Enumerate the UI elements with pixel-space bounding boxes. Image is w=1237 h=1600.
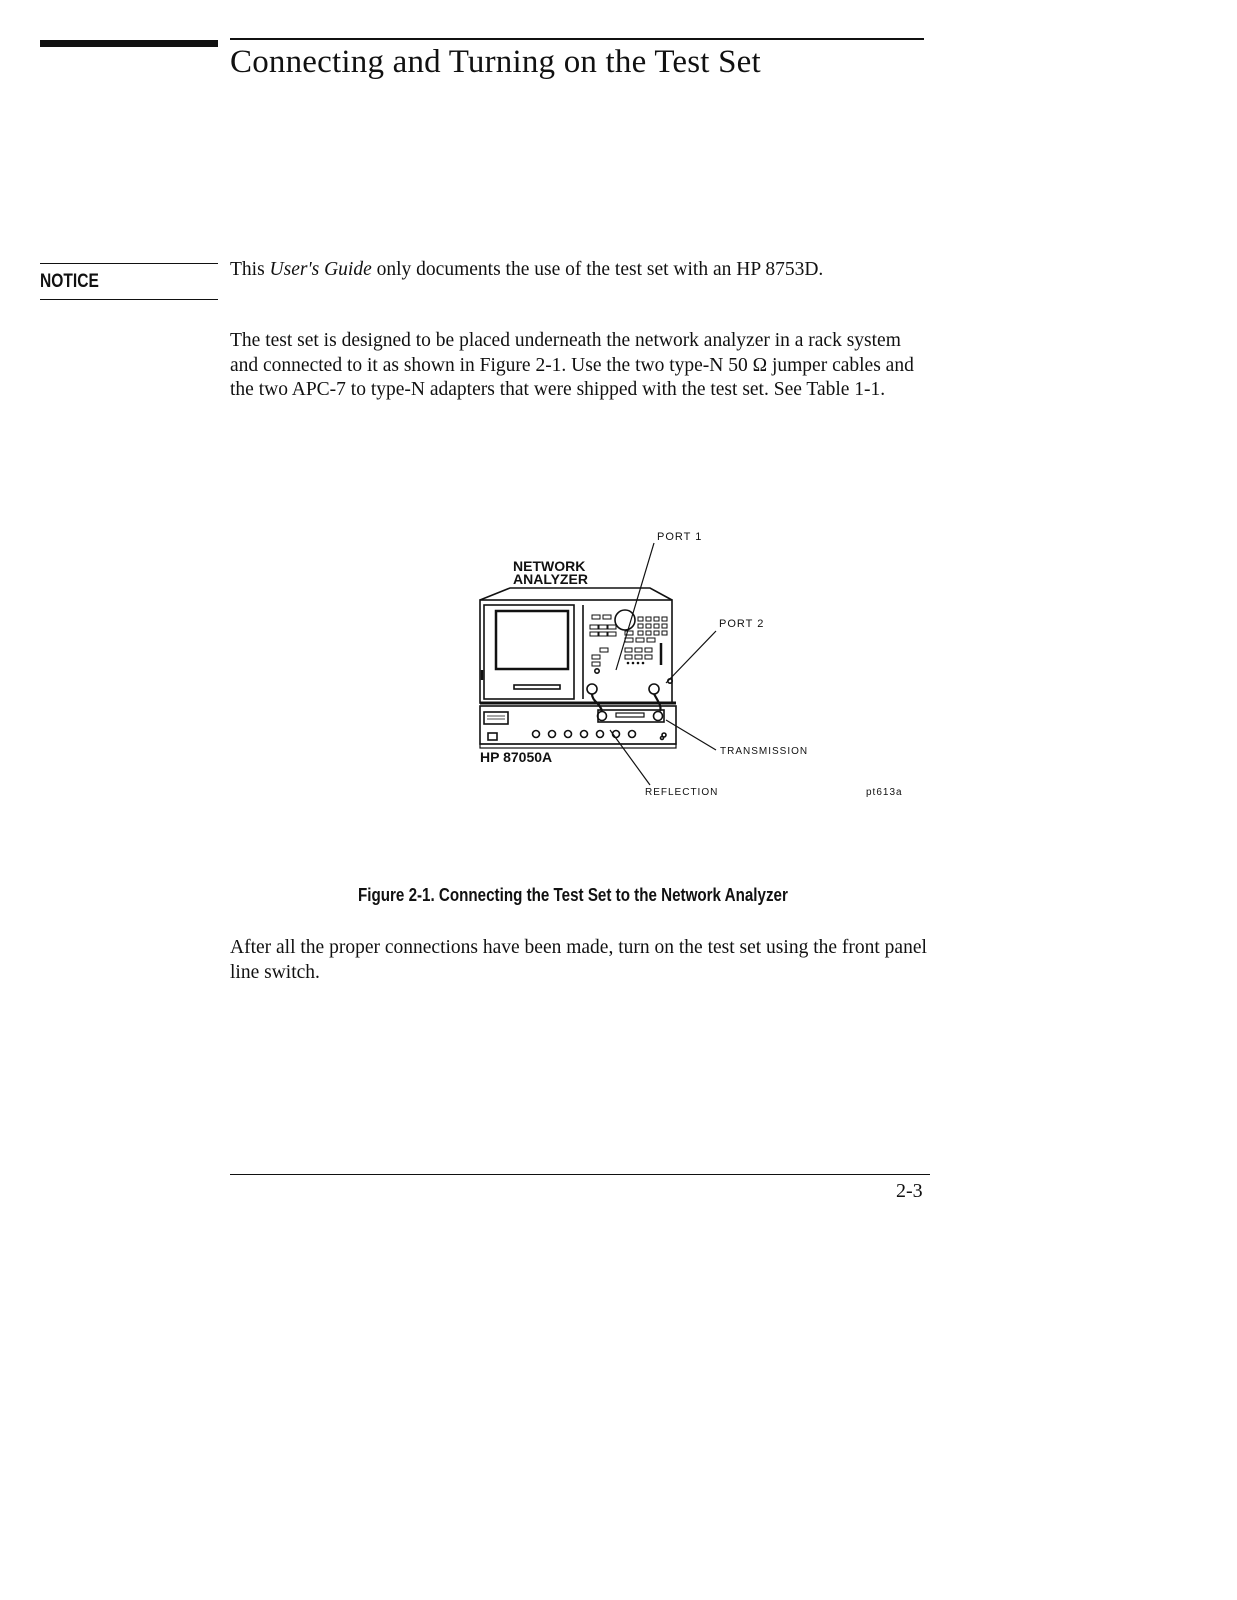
- notice-text-suffix: only documents the use of the test set with an HP 8753D.: [371, 259, 824, 280]
- analyzer-small-port-1: [595, 669, 599, 673]
- label-network-analyzer-line1: NETWORK: [513, 558, 586, 574]
- label-transmission: TRANSMISSION: [720, 746, 809, 757]
- notice-label-text: NOTICE: [40, 271, 99, 292]
- footer-rule: [230, 1174, 930, 1175]
- connection-diagram-drawing: [440, 525, 920, 815]
- notice-text-prefix: This: [230, 259, 270, 280]
- analyzer-port-2-connector: [649, 684, 659, 694]
- notice-label: [40, 271, 112, 293]
- label-port-1: PORT 1: [657, 531, 703, 543]
- test-set-buttons: [533, 731, 636, 738]
- test-set-label-plate: [616, 713, 644, 717]
- test-set-transmission-connector: [654, 712, 663, 721]
- header-thick-rule: [40, 40, 218, 47]
- analyzer-keypad: [590, 615, 667, 666]
- leader-transmission: [666, 720, 716, 750]
- test-set-line-switch: [488, 733, 497, 740]
- test-set-display: [484, 712, 508, 724]
- analyzer-top-bevel: [480, 588, 672, 600]
- analyzer-dots: [627, 662, 645, 665]
- notice-rule-bottom: [40, 299, 218, 300]
- analyzer-port-1-connector: [587, 684, 597, 694]
- after-paragraph: After all the proper connections have been made, turn on the test set using the front panel line switch.: [230, 937, 927, 983]
- analyzer-screen: [496, 611, 568, 669]
- label-reflection: REFLECTION: [645, 787, 719, 798]
- notice-text-italic: User's Guide: [269, 259, 372, 280]
- label-network-analyzer: [513, 560, 588, 586]
- test-set-body: [480, 706, 676, 744]
- label-network-analyzer-line2: ANALYZER: [513, 571, 588, 587]
- label-port-2: PORT 2: [719, 618, 765, 630]
- figure-caption: [358, 884, 882, 907]
- analyzer-rpg-knob: [615, 610, 635, 630]
- leader-reflection: [610, 730, 650, 785]
- analyzer-body: [480, 600, 672, 703]
- label-model: HP 87050A: [480, 749, 553, 765]
- leader-port-2: [666, 631, 716, 683]
- label-figure-code: pt613a: [866, 787, 903, 798]
- notice-rule-top: [40, 263, 218, 264]
- header-thin-rule: [230, 38, 924, 40]
- page-number: 2-3: [896, 1180, 923, 1202]
- intro-paragraph: The test set is designed to be placed underneath the network analyzer in a rack system and connected to it as shown in Figure 2-1. Use the two type-N 50 Ω jumper cables and the two APC-7 to type-N adapters that were shipped with the test set. See Table 1-1.: [230, 330, 914, 400]
- page-title: Connecting and Turning on the Test Set: [230, 44, 761, 80]
- test-set-reflection-connector: [598, 712, 607, 721]
- notice-text: [230, 258, 870, 283]
- analyzer-floppy-slot: [514, 685, 560, 689]
- figure-connection-diagram: [440, 525, 920, 815]
- figure-caption-text: Figure 2-1. Connecting the Test Set to the Network Analyzer: [358, 884, 788, 905]
